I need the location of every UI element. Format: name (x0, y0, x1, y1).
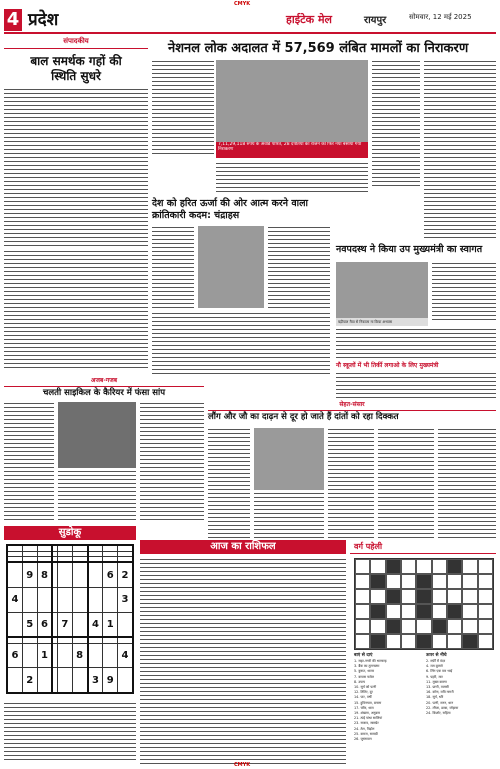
crossword-cell (478, 619, 493, 634)
crossword-cell (401, 619, 416, 634)
lead-photo-caption: 7,11,29,118 रुपये के अवार्ड पारित, 28 दंपतियों का राजन का फिर नया बसाया गया निराकरण (216, 142, 368, 158)
crossword-clue: 23. सजाव, सामग्रेर (354, 721, 379, 726)
health-headline: लौंग और जौ का दाढ़न से दूर हो जाते हैं दांतों को रहा दिक्कत (208, 412, 399, 422)
crossword-cell (478, 634, 493, 649)
crossword-cell (447, 589, 462, 604)
crossword-clue: 1. सहर-नगरी की भरमारह (354, 659, 387, 663)
sudoku-grid (6, 544, 134, 694)
sudoku-cell (72, 668, 87, 693)
sudoku-cell (72, 588, 87, 612)
crossword-clue: 20. पत्नी, मनन, धान (426, 700, 454, 705)
sudoku-row (7, 612, 133, 637)
crossword-clue: 8. उपाय (354, 679, 365, 684)
crossword-cell (462, 619, 477, 634)
ajab-label-wrap (4, 376, 204, 387)
crossword-cell (401, 574, 416, 589)
crossword-grid (354, 558, 494, 650)
crossword-cell (478, 574, 493, 589)
story2-photo (198, 226, 264, 308)
sudoku-cell: 1 (103, 612, 118, 637)
crossword-clue: 21. ठांई पांधा सालियां (354, 716, 383, 721)
sudoku-cell: 9 (22, 562, 37, 587)
crossword-clue: 24. किशोर, सहिता (426, 711, 451, 716)
crossword-clue: 10. सूर्य को पत्नी (354, 685, 377, 690)
crossword-cell (355, 574, 370, 589)
crossword-cell (416, 604, 431, 619)
crossword-cell (462, 589, 477, 604)
cmyk-mark-top: CMYK (234, 1, 251, 7)
story4-headline: नौ स्कूलों में भी तिर्की लगाओ के लिए मुख्यमंत्री (336, 362, 439, 369)
sudoku-cell: 1 (37, 643, 52, 667)
crossword-cell (416, 559, 431, 574)
sudoku-cell: 3 (118, 588, 133, 612)
sudoku-cell: 9 (103, 668, 118, 693)
rashifal-body (140, 558, 346, 764)
crossword-clue: 17. चरिर, धारा (354, 705, 374, 710)
health-body-4 (378, 428, 434, 538)
sudoku-cell (22, 643, 37, 667)
sudoku-cell (118, 612, 133, 637)
crossword-clue: 22. लीजा, छात्रा, जोहाया (426, 705, 459, 710)
sudoku-cell (103, 588, 118, 612)
editorial-title: बाल समर्थक गहों की स्थिति सुधरे (30, 54, 122, 83)
sudoku-instructions (4, 702, 136, 762)
lead-body-col-3 (424, 60, 496, 238)
crossword-cell (432, 559, 447, 574)
crossword-cell (462, 559, 477, 574)
crossword-clue: 5. कुरूट, धारार (354, 669, 375, 674)
crossword-cell (386, 634, 401, 649)
crossword-cell (370, 589, 385, 604)
sudoku-cell: 3 (88, 668, 103, 693)
sudoku-cell: 8 (72, 643, 87, 667)
crossword-cell (416, 619, 431, 634)
crossword-cell (447, 604, 462, 619)
crossword-cell (447, 559, 462, 574)
story2-headline: देश को हरित ऊर्जा की ओर आत्म करने वाला क्रांतिकारी कदम: चंद्राहस (152, 198, 309, 221)
editorial-box (4, 36, 148, 246)
crossword-cell (401, 589, 416, 604)
sudoku-cell: 2 (118, 562, 133, 587)
health-label: सेहत-संसार (339, 401, 365, 408)
crossword-cell (401, 559, 416, 574)
lead-headline: नेशनल लोक अदालत में 57,569 लंबित मामलों का निराकरण (168, 41, 469, 56)
left-column-text (4, 250, 148, 370)
sudoku-cell (118, 668, 133, 693)
crossword-cell (416, 589, 431, 604)
sudoku-section (4, 526, 136, 764)
sudoku-cell (103, 643, 118, 667)
paper-name-part-1: हाईटेक (286, 13, 315, 26)
crossword-clue: 12. तितिर, दूर (354, 690, 373, 695)
crossword-clue: 19. शंखला, अनुक्रम (354, 711, 380, 716)
crossword-clue: 3. बैंक का तुलनात्मा (354, 664, 380, 669)
editorial-label-text: संपादकीय (63, 37, 89, 45)
ajab-section (4, 376, 204, 522)
sudoku-cell: 5 (22, 612, 37, 637)
crossword-clue: 9. पहरी, मार (426, 674, 443, 679)
crossword-clue: 13. प्राणी, तामसी (426, 685, 449, 690)
sudoku-cell: 4 (7, 588, 22, 612)
crossword-clue: 16. कोण, रात्रि नागरी (426, 690, 454, 695)
crossword-cell (447, 619, 462, 634)
sudoku-cell (72, 612, 87, 637)
page-number: 4 (4, 9, 22, 31)
crossword-cell (370, 574, 385, 589)
sudoku-cell (7, 562, 22, 587)
sudoku-row (7, 562, 133, 587)
crossword-clue: 25. कमज, सामग्री (354, 731, 378, 736)
health-label-wrap (208, 400, 496, 411)
crossword-cell (478, 559, 493, 574)
sudoku-cell: 2 (22, 668, 37, 693)
lead-body-col-4 (216, 162, 368, 194)
crossword-cell (355, 634, 370, 649)
story3-body-col-2 (336, 328, 496, 358)
sudoku-cell (58, 588, 73, 612)
crossword-cell (432, 604, 447, 619)
crossword-cell (401, 604, 416, 619)
sudoku-cell (88, 562, 103, 587)
sudoku-row (7, 668, 133, 693)
crossword-cell (370, 604, 385, 619)
paper-name (286, 12, 332, 27)
sudoku-cell (72, 562, 87, 587)
sudoku-cell: 6 (37, 612, 52, 637)
story2-body-col-2 (268, 226, 330, 310)
crossword-cell (462, 604, 477, 619)
health-body-1 (208, 428, 250, 538)
crossword-cell (432, 619, 447, 634)
sudoku-cell (22, 588, 37, 612)
crossword-clue: 2. मर्फ़ी में वंदर (426, 659, 446, 663)
sudoku-cell: 4 (118, 643, 133, 667)
crossword-cell (355, 589, 370, 604)
sudoku-cell: 6 (103, 562, 118, 587)
crossword-title: वर्ग पहेली (350, 540, 496, 554)
cmyk-mark-bottom: CMYK (234, 762, 251, 768)
rashifal-title: आज का राशिफल (140, 540, 346, 554)
crossword-cell (370, 619, 385, 634)
crossword-cell (432, 574, 447, 589)
crossword-cell (478, 589, 493, 604)
crossword-cell (416, 634, 431, 649)
sudoku-cell: 8 (37, 562, 52, 587)
crossword-clue: 26. जुस्नावान (354, 737, 372, 742)
sudoku-cell: 7 (58, 612, 73, 637)
crossword-cell (462, 634, 477, 649)
crossword-cell (370, 634, 385, 649)
sudoku-title: सुडोकू (4, 526, 136, 540)
crossword-cell (447, 634, 462, 649)
crossword-cell (478, 604, 493, 619)
health-body-3 (328, 428, 374, 538)
crossword-cell (386, 574, 401, 589)
ajab-headline: चलती साइकिल के कैरियर में फंसा सांप (42, 388, 166, 398)
sudoku-row (7, 643, 133, 667)
paper-name-part-2: मेल (317, 13, 332, 26)
sudoku-cell (58, 668, 73, 693)
story3-body-col-1 (432, 262, 496, 322)
crossword-across-clues (354, 659, 424, 742)
ajab-body-left (4, 402, 54, 520)
sudoku-row (7, 588, 133, 612)
crossword-cell (386, 559, 401, 574)
crossword-cell (355, 604, 370, 619)
ajab-label: अजब-गजब (90, 377, 118, 384)
health-body-2 (254, 492, 324, 538)
rashifal-section (140, 540, 346, 764)
crossword-clue: 4. राम बुलाते (426, 664, 443, 669)
editorial-body (4, 88, 148, 246)
crossword-down-clues (426, 659, 494, 716)
story4-body (336, 372, 496, 400)
lead-body-col-1 (152, 60, 214, 155)
sudoku-cell (7, 668, 22, 693)
crossword-cell (386, 589, 401, 604)
crossword-clue: 15. हुविनयात, बनाना (354, 700, 382, 705)
story3-caption-text: बड़ीपाल मैया से निकाला गा किया अभ्यास (338, 320, 393, 324)
sudoku-cell (58, 643, 73, 667)
ajab-photo (58, 402, 136, 468)
crossword-down-title: ऊपर से नीचे (426, 653, 447, 658)
crossword-cell (432, 589, 447, 604)
crossword-cell (462, 574, 477, 589)
crossword-cell (401, 634, 416, 649)
sudoku-cell (58, 562, 73, 587)
story2-body-col-1 (152, 226, 194, 310)
story3-photo-caption (336, 318, 428, 326)
masthead-rule (4, 32, 496, 34)
lead-photo (216, 60, 368, 142)
crossword-clue: 14. पार, वर्षों (354, 695, 372, 700)
crossword-cell (432, 634, 447, 649)
city-name: रायपुर (364, 15, 387, 26)
ajab-body-mid (58, 470, 136, 520)
crossword-clue: 18. सूर्य, धरि (426, 695, 444, 700)
sudoku-cell (88, 588, 103, 612)
crossword-clue: 11. मुख्य कारण (426, 679, 447, 684)
story3-headline: नवपदस्थ ने किया उप मुख्यमंत्री का स्वागत (336, 244, 483, 255)
story2-body-bottom (152, 312, 330, 374)
crossword-cell (355, 559, 370, 574)
crossword-clue: 24. तेल, पिढ़ोन (354, 726, 375, 731)
sudoku-cell: 4 (88, 612, 103, 637)
sudoku-cell (7, 612, 22, 637)
editorial-label (4, 36, 148, 49)
crossword-cell (386, 619, 401, 634)
crossword-section (350, 540, 496, 764)
health-section (208, 400, 496, 540)
crossword-cell (447, 574, 462, 589)
crossword-cell (386, 604, 401, 619)
section-title: प्रदेश (28, 10, 59, 30)
sudoku-cell: 6 (7, 643, 22, 667)
crossword-cell (370, 559, 385, 574)
crossword-cell (355, 619, 370, 634)
sudoku-cell (88, 643, 103, 667)
story3-photo (336, 262, 428, 318)
crossword-clue: 6. लिंग एक वार भाई (426, 669, 453, 674)
sudoku-cell (37, 668, 52, 693)
ajab-body-right (140, 402, 204, 520)
health-photo (254, 428, 324, 490)
crossword-clue: 7. कपास फतेल (354, 674, 374, 679)
health-body-5 (438, 428, 496, 538)
crossword-cell (416, 574, 431, 589)
sudoku-cell (37, 588, 52, 612)
crossword-across-title: बाएं से दाएं (354, 653, 373, 658)
issue-date: सोमवार, 12 मई 2025 (409, 13, 472, 21)
lead-body-col-2 (372, 60, 420, 188)
